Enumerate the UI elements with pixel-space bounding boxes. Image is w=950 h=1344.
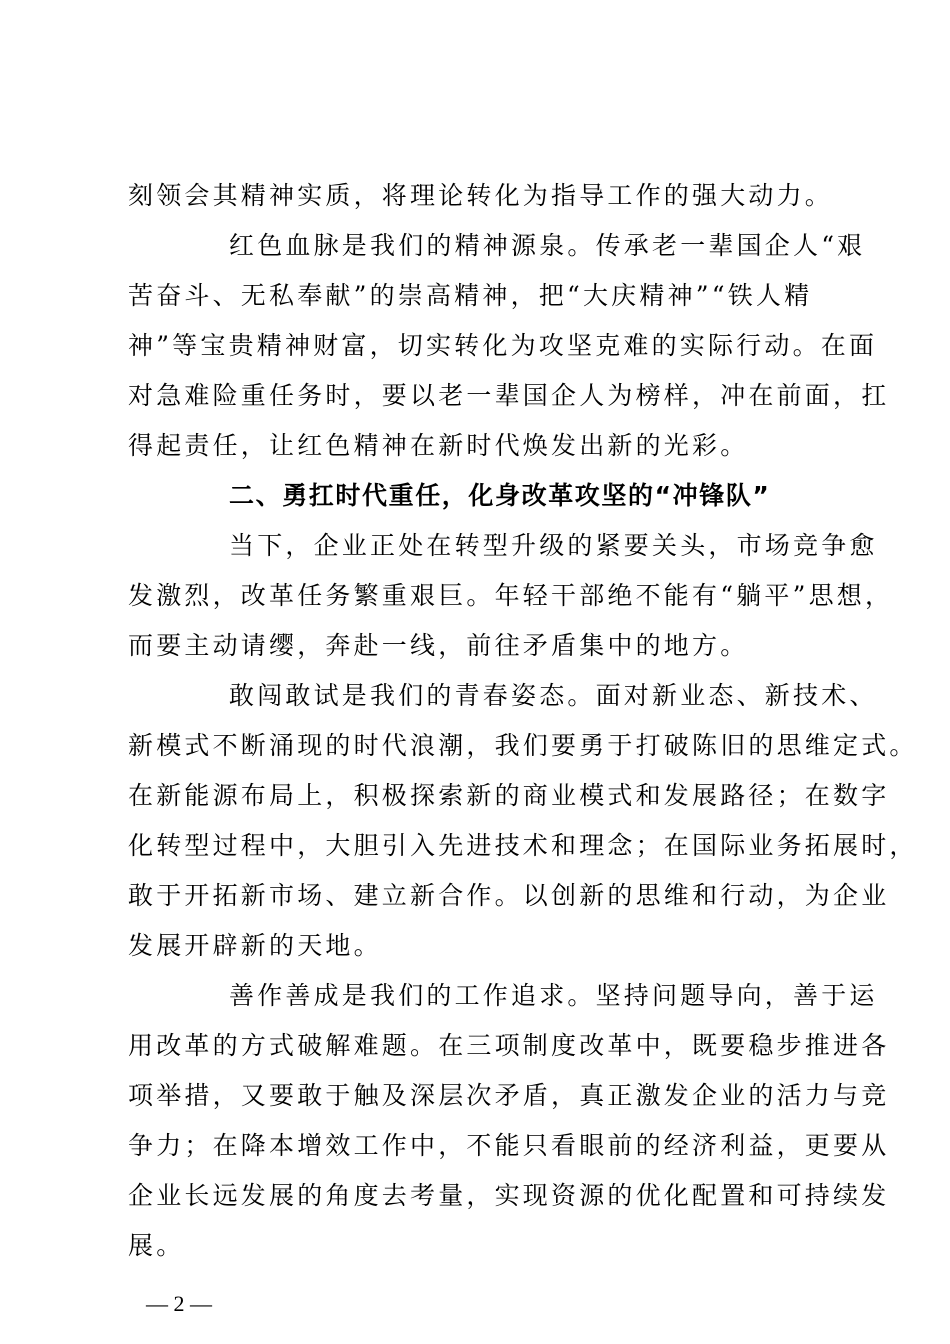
body-text-line: 项举措，又要敢于触及深层次矛盾，真正激发企业的活力与竞 — [128, 1081, 890, 1110]
body-text-line: 争力；在降本增效工作中，不能只看眼前的经济利益，更要从 — [128, 1131, 890, 1160]
body-text-line: 用改革的方式破解难题。在三项制度改革中，既要稳步推进各 — [128, 1031, 890, 1060]
body-text-line: 刻领会其精神实质，将理论转化为指导工作的强大动力。 — [128, 181, 834, 210]
body-text-line: 新模式不断涌现的时代浪潮，我们要勇于打破陈旧的思维定式。 — [128, 731, 918, 760]
body-text-line: 敢于开拓新市场、建立新合作。以创新的思维和行动，为企业 — [128, 881, 890, 910]
paragraph-first-line: 当下，企业正处在转型升级的紧要关头，市场竞争愈 — [229, 531, 878, 560]
page-number: — 2 — — [146, 1291, 212, 1316]
body-text-line: 对急难险重任务时，要以老一辈国企人为榜样，冲在前面，扛 — [128, 381, 890, 410]
paragraph-first-line: 敢闯敢试是我们的青春姿态。面对新业态、新技术、 — [229, 681, 878, 710]
body-text-line: 神”等宝贵精神财富，切实转化为攻坚克难的实际行动。在面 — [128, 331, 878, 360]
paragraph-first-line: 红色血脉是我们的精神源泉。传承老一辈国企人“艰 — [229, 231, 866, 260]
body-text-line: 化转型过程中，大胆引入先进技术和理念；在国际业务拓展时， — [128, 831, 918, 860]
body-text-line: 苦奋斗、无私奉献”的崇高精神，把“大庆精神”“铁人精 — [128, 281, 813, 310]
body-text-line: 得起责任，让红色精神在新时代焕发出新的光彩。 — [128, 431, 749, 460]
body-text-line: 发激烈，改革任务繁重艰巨。年轻干部绝不能有“躺平”思想， — [128, 581, 894, 610]
section-heading: 二、勇扛时代重任，化身改革攻坚的“冲锋队” — [229, 481, 771, 510]
paragraph-first-line: 善作善成是我们的工作追求。坚持问题导向，善于运 — [229, 981, 878, 1010]
body-text-line: 展。 — [128, 1231, 185, 1260]
body-text-line: 而要主动请缨，奔赴一线，前往矛盾集中的地方。 — [128, 631, 749, 660]
body-text-line: 在新能源布局上，积极探索新的商业模式和发展路径；在数字 — [128, 781, 890, 810]
body-text-line: 发展开辟新的天地。 — [128, 931, 382, 960]
body-text-line: 企业长远发展的角度去考量，实现资源的优化配置和可持续发 — [128, 1181, 890, 1210]
